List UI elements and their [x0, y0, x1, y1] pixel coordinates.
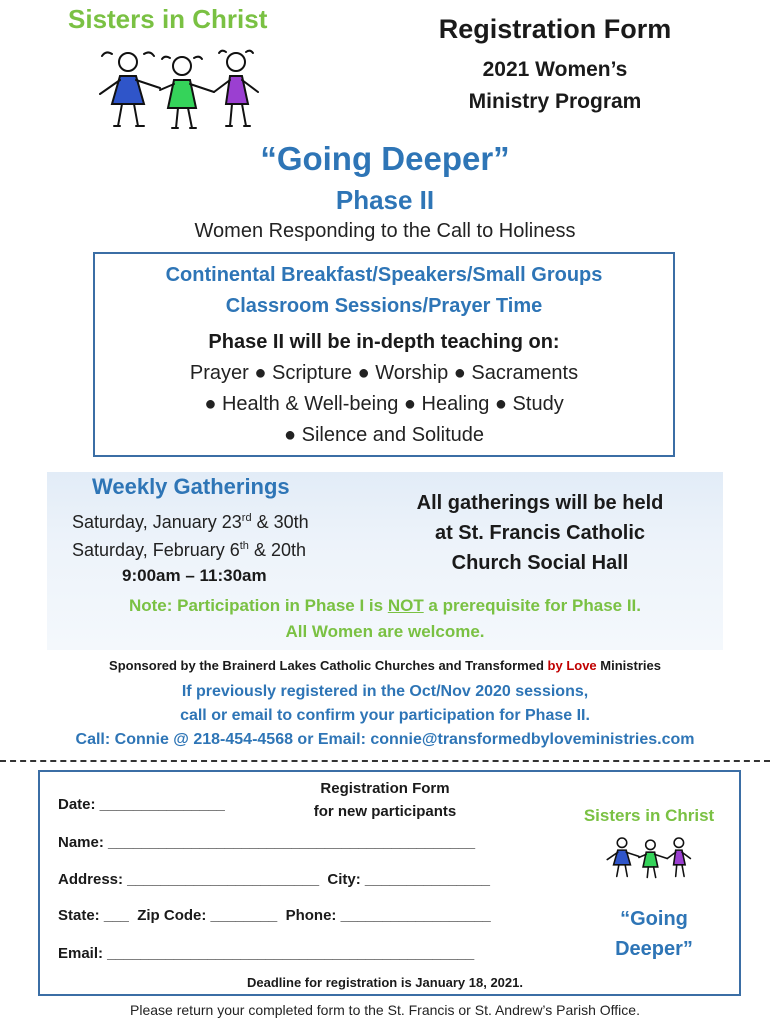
event-tagline: Women Responding to the Call to Holiness: [194, 220, 576, 242]
previous-registration-line: call or email to confirm your participation for Phase II.: [180, 707, 590, 724]
prerequisite-note: Note: Participation in Phase I is NOT a prerequisite for Phase II.: [128, 596, 642, 615]
registration-deadline: Deadline for registration is January 18, 2021.: [246, 975, 523, 990]
date-field[interactable]: Date: _______________: [58, 796, 225, 813]
state-zip-phone-field[interactable]: State: ___ Zip Code: ________ Phone: __________________: [58, 907, 491, 924]
name-field[interactable]: Name: ____________________________________________: [58, 834, 476, 851]
gathering-date-january: Saturday, January 23rd & 30th: [72, 512, 309, 532]
features-line: Continental Breakfast/Speakers/Small Groups: [165, 264, 603, 286]
event-title: “Going Deeper”: [260, 140, 510, 177]
gathering-date-february: Saturday, February 6th & 20th: [72, 540, 306, 560]
welcome-note: All Women are welcome.: [285, 622, 485, 641]
girls-holding-hands-icon: [90, 46, 280, 136]
sponsor-line: Sponsored by the Brainerd Lakes Catholic Churches and Transformed by Love Ministries: [109, 658, 661, 673]
teaching-heading: Phase II will be in-depth teaching on:: [208, 331, 560, 353]
form-logo-title: Sisters in Christ: [583, 806, 715, 825]
gathering-time: 9:00am – 11:30am: [122, 566, 267, 585]
topics-line: ● Silence and Solitude: [284, 424, 484, 446]
gathering-location: All gatherings will be held at St. Francis Catholic Church Social Hall: [416, 492, 664, 574]
previous-registration-line: If previously registered in the Oct/Nov 2020 sessions,: [181, 683, 589, 700]
logo-title: Sisters in Christ: [68, 4, 268, 34]
topics-line: ● Health & Well-being ● Healing ● Study: [204, 393, 564, 415]
program-year-line: 2021 Women’s: [482, 58, 628, 81]
return-instructions: Please return your completed form to the St. Francis or St. Andrew’s Parish Office.: [130, 1002, 640, 1018]
features-line: Classroom Sessions/Prayer Time: [225, 295, 543, 317]
program-name-line: Ministry Program: [468, 90, 642, 113]
gatherings-heading: Weekly Gatherings: [92, 474, 290, 499]
cut-line-divider: [0, 760, 770, 762]
topics-line: Prayer ● Scripture ● Worship ● Sacraments: [189, 362, 579, 384]
registration-heading: Registration Form: [438, 14, 672, 44]
features-box: [93, 252, 675, 457]
form-subtitle: for new participants: [313, 803, 457, 820]
event-phase: Phase II: [335, 185, 435, 215]
email-field[interactable]: Email: ____________________________________________: [58, 945, 475, 962]
form-title: Registration Form: [320, 780, 450, 797]
girls-holding-hands-icon: [602, 832, 702, 884]
address-city-field[interactable]: Address: _______________________ City: _______________: [58, 871, 491, 888]
form-logo-event-title: “Going Deeper”: [615, 908, 693, 960]
contact-line: Call: Connie @ 218-454-4568 or Email: connie@transformedbyloveministries.com: [75, 731, 695, 748]
